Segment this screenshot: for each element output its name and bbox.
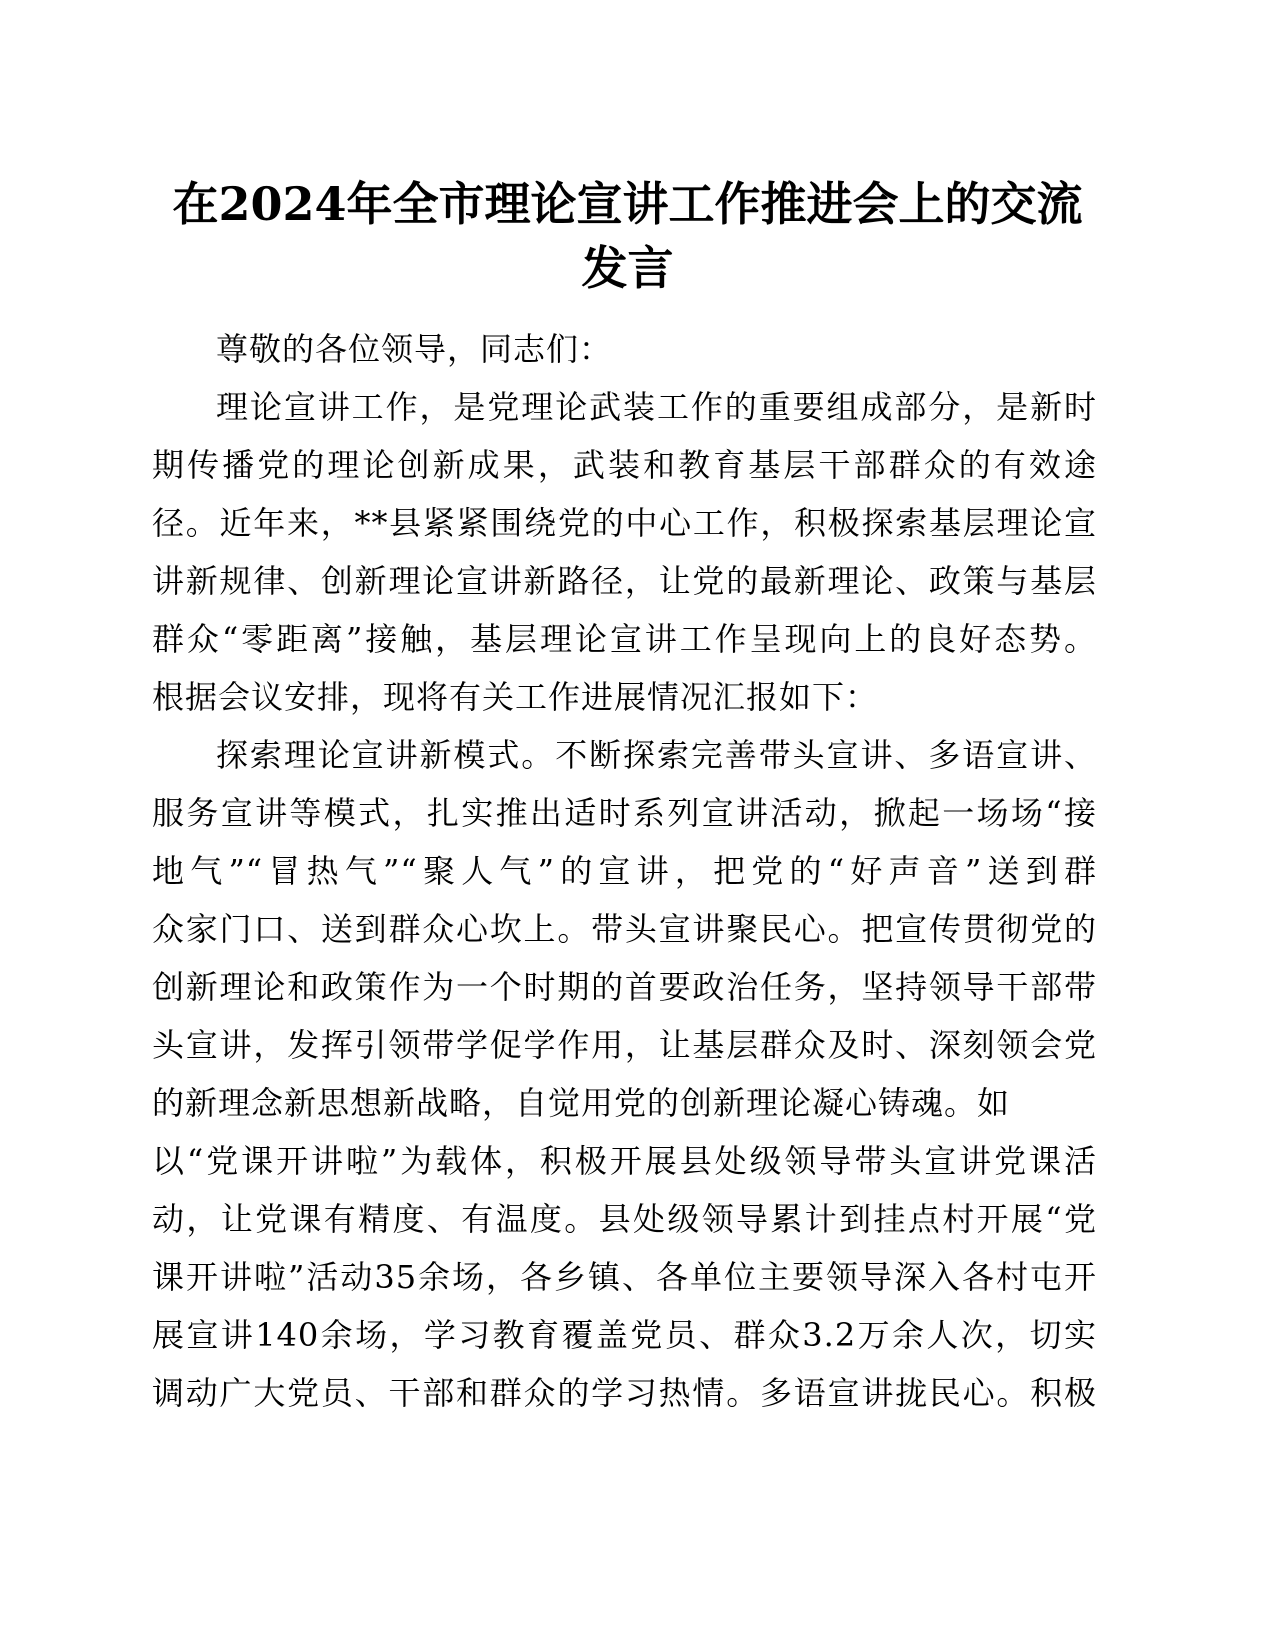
body-line: 创新理论和政策作为一个时期的首要政治任务，坚持领导干部带	[152, 968, 1097, 1006]
body-line: 期传播党的理论创新成果，武装和教育基层干部群众的有效途	[152, 446, 1097, 484]
body-line: 众家门口、送到群众心坎上。带头宣讲聚民心。把宣传贯彻党的	[152, 910, 1097, 948]
body-line: 径。近年来，**县紧紧围绕党的中心工作，积极探索基层理论宣	[152, 504, 1097, 542]
body-line: 地气”“冒热气”“聚人气”的宣讲，把党的“好声音”送到群	[152, 852, 1097, 890]
body-line: 头宣讲，发挥引领带学促学作用，让基层群众及时、深刻领会党	[152, 1026, 1097, 1064]
body-line: 调动广大党员、干部和群众的学习热情。多语宣讲拢民心。积极	[152, 1374, 1097, 1412]
body-line: 根据会议安排，现将有关工作进展情况汇报如下：	[152, 678, 879, 716]
document-body	[152, 320, 1097, 1422]
document-title: 在2024年全市理论宣讲工作推进会上的交流发言	[172, 177, 1083, 295]
body-line: 探索理论宣讲新模式。不断探索完善带头宣讲、多语宣讲、	[216, 736, 1097, 774]
body-line: 展宣讲140余场，学习教育覆盖党员、群众3.2万余人次，切实	[152, 1316, 1097, 1354]
body-line: 讲新规律、创新理论宣讲新路径，让党的最新理论、政策与基层	[152, 562, 1097, 600]
body-line: 群众“零距离”接触，基层理论宣讲工作呈现向上的良好态势。	[152, 620, 1097, 658]
body-line: 的新理念新思想新战略，自觉用党的创新理论凝心铸魂。如	[152, 1084, 1011, 1122]
salutation-line: 尊敬的各位领导，同志们：	[216, 330, 613, 368]
body-line: 以“党课开讲啦”为载体，积极开展县处级领导带头宣讲党课活	[152, 1142, 1097, 1180]
body-line: 动，让党课有精度、有温度。县处级领导累计到挂点村开展“党	[152, 1200, 1097, 1238]
body-line: 课开讲啦”活动35余场，各乡镇、各单位主要领导深入各村屯开	[152, 1258, 1097, 1296]
body-line: 理论宣讲工作，是党理论武装工作的重要组成部分，是新时	[216, 388, 1097, 426]
body-line: 服务宣讲等模式，扎实推出适时系列宣讲活动，掀起一场场“接	[152, 794, 1097, 832]
